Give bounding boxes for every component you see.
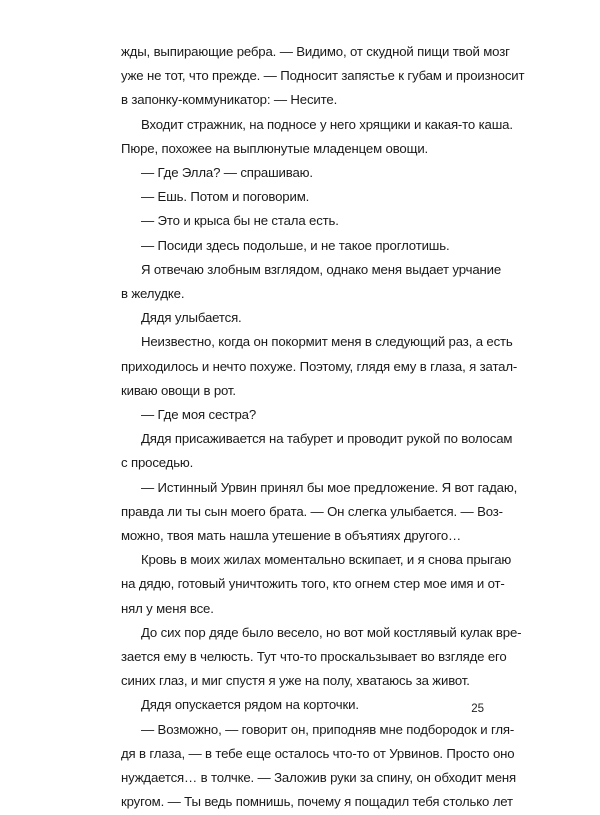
text-line bbox=[121, 524, 486, 548]
text-line-content: Неизвестно, когда он покормит меня в следующий раз, а есть bbox=[141, 334, 513, 350]
text-line bbox=[121, 306, 486, 330]
text-line-content: уже не тот, что прежде. — Подносит запястье к губам и произносит bbox=[121, 68, 525, 84]
text-line-content: Кровь в моих жилах моментально вскипает, и я снова прыгаю bbox=[141, 552, 512, 568]
text-line bbox=[121, 234, 486, 258]
text-line-content: Дядя улыбается. bbox=[141, 310, 242, 326]
text-line bbox=[121, 621, 522, 645]
paragraph bbox=[121, 209, 486, 233]
text-line bbox=[121, 597, 486, 621]
text-line bbox=[121, 185, 486, 209]
paragraph bbox=[121, 476, 518, 549]
text-line-content: в запонку-коммуникатор: — Несите. bbox=[121, 92, 338, 108]
text-line-content: — Где моя сестра? bbox=[141, 407, 257, 423]
text-line bbox=[121, 427, 513, 451]
text-line-content: киваю овощи в рот. bbox=[121, 382, 236, 398]
paragraph bbox=[121, 330, 518, 403]
text-line-content: нуждается… в толчке. — Заложив руки за спину, он обходит меня bbox=[121, 770, 517, 786]
text-line-content: дя в глаза, — в тебе еще осталось что-то от Урвинов. Просто оно bbox=[121, 745, 515, 761]
text-line-content: кругом. — Ты ведь помнишь, почему я пощадил тебя столько лет bbox=[121, 794, 513, 810]
text-line bbox=[121, 742, 515, 766]
text-line-content: синих глаз, и миг спустя я уже на полу, хватаюсь за живот. bbox=[121, 673, 470, 689]
paragraph bbox=[121, 113, 513, 161]
paragraph bbox=[121, 403, 486, 427]
text-line bbox=[121, 88, 486, 112]
paragraph bbox=[121, 40, 525, 113]
text-line bbox=[121, 258, 502, 282]
text-line bbox=[121, 548, 512, 572]
text-line-content: Дядя опускается рядом на корточки. bbox=[141, 697, 359, 713]
body-text bbox=[121, 40, 525, 815]
text-line-content: зается ему в челюсть. Тут что-то проскальзывает во взгляде его bbox=[121, 649, 507, 665]
text-line bbox=[121, 137, 486, 161]
text-line bbox=[121, 209, 486, 233]
text-line bbox=[121, 693, 486, 717]
text-line bbox=[121, 645, 507, 669]
text-line bbox=[121, 766, 517, 790]
text-line-content: — Посиди здесь подольше, и не такое проглотишь. bbox=[141, 237, 450, 253]
text-line-content: Пюре, похожее на выплюнутые младенцем овощи. bbox=[121, 140, 429, 156]
text-line bbox=[121, 355, 518, 379]
text-line-content: приходилось и нечто похуже. Поэтому, глядя ему в глаза, я затал- bbox=[121, 358, 518, 374]
text-line-content: нял у меня все. bbox=[121, 600, 214, 616]
page-number: 25 bbox=[471, 703, 484, 715]
text-line bbox=[121, 40, 510, 64]
text-line-content: До сих пор дяде было весело, но вот мой костлявый кулак вре- bbox=[141, 624, 522, 640]
text-line bbox=[121, 572, 505, 596]
text-line-content: правда ли ты сын моего брата. — Он слегка улыбается. — Воз- bbox=[121, 503, 503, 519]
text-line-content: — Ешь. Потом и поговорим. bbox=[141, 189, 310, 205]
paragraph bbox=[121, 548, 512, 621]
text-line-content: Я отвечаю злобным взглядом, однако меня выдает урчание bbox=[141, 261, 502, 277]
paragraph bbox=[121, 258, 502, 306]
paragraph bbox=[121, 185, 486, 209]
paragraph bbox=[121, 306, 486, 330]
text-line bbox=[121, 500, 503, 524]
paragraph bbox=[121, 718, 517, 815]
text-line bbox=[121, 282, 486, 306]
text-line-content: Дядя присаживается на табурет и проводит рукой по волосам bbox=[141, 431, 513, 447]
text-line-content: жды, выпирающие ребра. — Видимо, от скудной пищи твой мозг bbox=[121, 44, 510, 59]
paragraph bbox=[121, 161, 486, 185]
text-line bbox=[121, 476, 518, 500]
text-line-content: — Где Элла? — спрашиваю. bbox=[141, 165, 313, 181]
text-line-content: можно, твоя мать нашла утешение в объятиях другого… bbox=[121, 528, 462, 544]
text-line bbox=[121, 790, 513, 814]
text-line-content: с проседью. bbox=[121, 455, 194, 471]
text-line-content: на дядю, готовый уничтожить того, кто огнем стер мое имя и от- bbox=[121, 576, 505, 592]
text-line bbox=[121, 379, 486, 403]
text-line bbox=[121, 330, 513, 354]
paragraph bbox=[121, 621, 522, 694]
text-line bbox=[121, 718, 515, 742]
text-line-content: — Истинный Урвин принял бы мое предложение. Я вот гадаю, bbox=[141, 479, 518, 495]
text-line-content: — Это и крыса бы не стала есть. bbox=[141, 213, 339, 229]
paragraph bbox=[121, 234, 486, 258]
paragraph bbox=[121, 693, 486, 717]
text-line bbox=[121, 403, 486, 427]
text-line-content: — Возможно, — говорит он, приподняв мне подбородок и гля- bbox=[141, 721, 515, 737]
text-line-content: Входит стражник, на подносе у него хрящики и какая-то каша. bbox=[141, 116, 513, 132]
text-line bbox=[121, 64, 525, 88]
text-line bbox=[121, 161, 486, 185]
text-line bbox=[121, 451, 486, 475]
text-line-content: в желудке. bbox=[121, 286, 185, 302]
text-line bbox=[121, 669, 486, 693]
text-line bbox=[121, 113, 513, 137]
paragraph bbox=[121, 427, 513, 475]
